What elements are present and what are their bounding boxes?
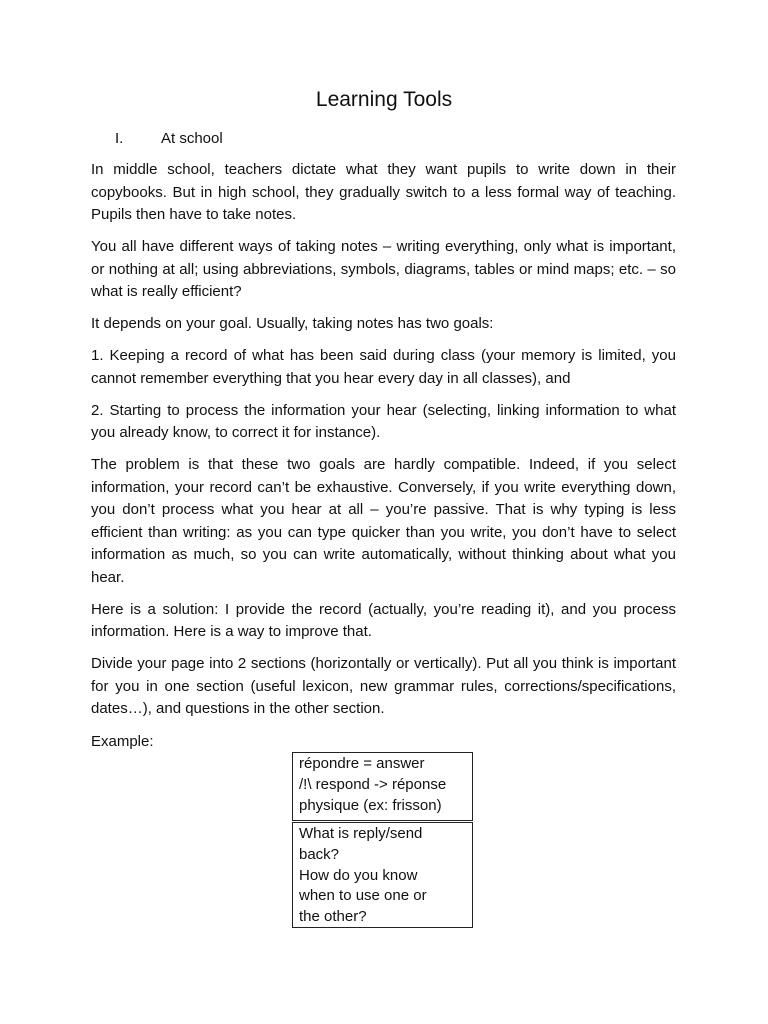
section-heading-text: At school — [161, 130, 223, 147]
paragraph: 1. Keeping a record of what has been said during class (your memory is limited, you cannot remember everything that you hear every day in all classes), and — [91, 347, 676, 387]
question-line: What is reply/send — [299, 825, 423, 842]
example-lexicon-box — [292, 752, 473, 821]
example-label: Example: — [91, 733, 154, 750]
question-line: How do you know — [299, 866, 418, 884]
paragraph: Here is a solution: I provide the record (actually, you’re reading it), and you process information. Here is a way to improve that. — [91, 600, 676, 640]
lexicon-line: physique (ex: frisson) — [299, 796, 442, 814]
paragraph: It depends on your goal. Usually, taking notes has two goals: — [91, 315, 494, 332]
question-line: back? — [299, 845, 340, 863]
page-title: Learning Tools — [315, 88, 453, 111]
paragraph: 2. Starting to process the information your hear (selecting, linking information to what you already know, to correct it for instance). — [91, 401, 676, 441]
paragraph: Divide your page into 2 sections (horizontally or vertically). Put all you think is important for you in one section (useful lexicon, new grammar rules, corrections/specifications, dates…), and questions in the other section. — [91, 655, 676, 717]
body-text — [91, 159, 676, 730]
section-number: I. — [115, 130, 124, 147]
lexicon-line: /!\ respond -> réponse — [299, 775, 447, 793]
paragraph: The problem is that these two goals are hardly compatible. Indeed, if you select information, your record can’t be exhaustive. Conversely, if you write everything down, you don’t process what you hear at all – you’re passive. That is why typing is less efficient than writing: as you can type quicker than you write, you don’t have to select information as much, so you can write automatically, without thinking about what you hear. — [91, 456, 676, 586]
example-questions-box — [292, 822, 473, 928]
section-heading — [115, 128, 223, 150]
paragraph: You all have different ways of taking notes – writing everything, only what is important, or nothing at all; using abbreviations, symbols, diagrams, tables or mind maps; etc. – so what is really efficient? — [91, 238, 676, 300]
question-line: when to use one or — [299, 887, 427, 905]
question-line: the other? — [299, 908, 367, 926]
lexicon-line: répondre = answer — [299, 755, 425, 772]
paragraph: In middle school, teachers dictate what they want pupils to write down in their copybooks. But in high school, they gradually switch to a less formal way of teaching. Pupils then have to take notes. — [91, 161, 676, 223]
